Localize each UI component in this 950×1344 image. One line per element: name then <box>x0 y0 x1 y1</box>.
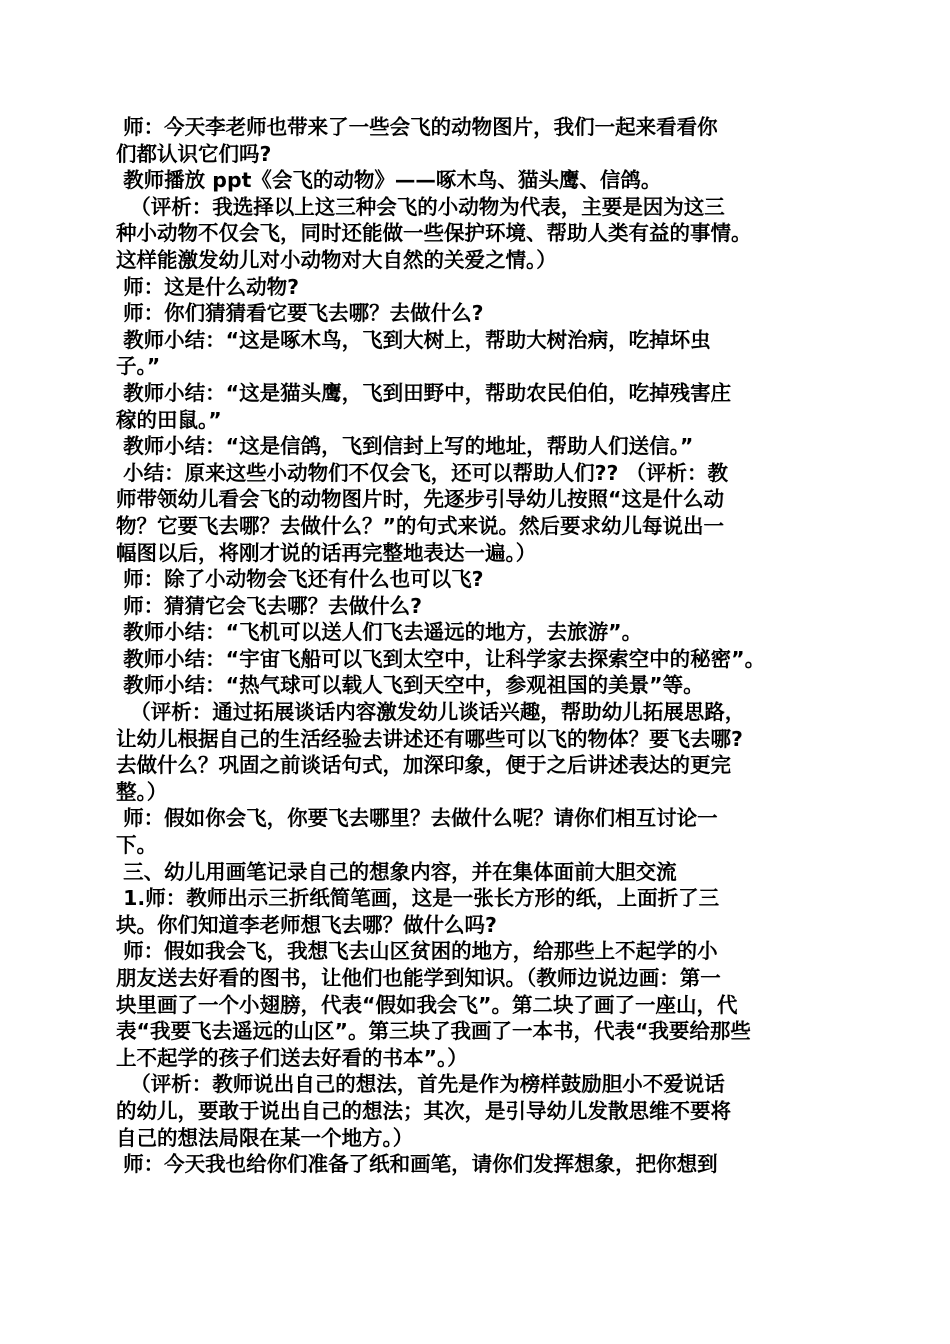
text-line: 师：这是什么动物? <box>116 274 300 299</box>
text-line: 教师播放 ppt《会飞的动物》——啄木鸟、猫头鹰、信鸽。 <box>116 168 662 193</box>
text-line: 去做什么？巩固之前谈话句式，加深印象，便于之后讲述表达的更完 <box>116 753 731 778</box>
text-line: 下。 <box>116 833 157 858</box>
text-line: 教师小结：“这是啄木鸟，飞到大树上，帮助大树治病，吃掉坏虫 <box>116 327 711 352</box>
text-line: 1.师：教师出示三折纸简笔画，这是一张长方形的纸，上面折了三 <box>116 886 720 911</box>
text-line: 们都认识它们吗? <box>116 141 272 166</box>
text-line: （评析：教师说出自己的想法，首先是作为榜样鼓励胆小不爱说话 <box>116 1072 725 1097</box>
text-line: 教师小结：“飞机可以送人们飞去遥远的地方，去旅游”。 <box>116 620 643 645</box>
text-line: 的幼儿，要敢于说出自己的想法；其次，是引导幼儿发散思维不要将 <box>116 1098 731 1123</box>
text-line: 师带领幼儿看会飞的动物图片时，先逐步引导幼儿按照“这是什么动 <box>116 487 724 512</box>
text-line: 师：猜猜它会飞去哪？去做什么? <box>116 593 423 618</box>
text-line: 师：假如你会飞，你要飞去哪里？去做什么呢？请你们相互讨论一 <box>116 806 718 831</box>
text-line: 稼的田鼠。” <box>116 407 222 432</box>
text-line: 幅图以后，将刚才说的话再完整地表达一遍。） <box>116 540 537 565</box>
text-line: 这样能激发幼儿对小动物对大自然的关爱之情。） <box>116 247 557 272</box>
text-line: 小结：原来这些小动物们不仅会飞，还可以帮助人们?? （评析：教 <box>116 460 729 485</box>
text-line: 自己的想法局限在某一个地方。） <box>116 1125 414 1150</box>
text-line: 三、幼儿用画笔记录自己的想象内容，并在集体面前大胆交流 <box>116 859 677 884</box>
text-line: 种小动物不仅会飞，同时还能做一些保护环境、帮助人类有益的事情。 <box>116 221 752 246</box>
text-line: 整。） <box>116 779 168 804</box>
text-line: 教师小结：“这是信鸽，飞到信封上写的地址，帮助人们送信。” <box>116 434 694 459</box>
text-line: 子。” <box>116 354 161 379</box>
text-line: 师：你们猜猜看它要飞去哪？去做什么? <box>116 301 484 326</box>
text-line: 教师小结：“热气球可以载人飞到天空中，参观祖国的美景”等。 <box>116 673 704 698</box>
text-line: （评析：通过拓展谈话内容激发幼儿谈话兴趣，帮助幼儿拓展思路， <box>116 700 746 725</box>
text-line: 教师小结：“这是猫头鹰，飞到田野中，帮助农民伯伯，吃掉残害庄 <box>116 380 732 405</box>
text-line: 师：假如我会飞，我想飞去山区贫困的地方，给那些上不起学的小 <box>116 939 718 964</box>
text-line: 块。你们知道李老师想飞去哪？做什么吗? <box>116 912 497 937</box>
text-line: 上不起学的孩子们送去好看的书本”。） <box>116 1045 468 1070</box>
text-line: 师：除了小动物会飞还有什么也可以飞? <box>116 567 484 592</box>
text-line: 块里画了一个小翅膀，代表“假如我会飞”。第二块了画了一座山，代 <box>116 992 738 1017</box>
text-line: 师：今天李老师也带来了一些会飞的动物图片，我们一起来看看你 <box>116 115 718 139</box>
text-line: （评析：我选择以上这三种会飞的小动物为代表，主要是因为这三 <box>116 194 725 219</box>
document-body <box>116 114 856 1178</box>
text-line: 让幼儿根据自己的生活经验去讲述还有哪些可以飞的物体？要飞去哪? <box>116 726 743 751</box>
text-line: 教师小结：“宇宙飞船可以飞到太空中，让科学家去探索空中的秘密”。 <box>116 646 766 671</box>
text-line: 师：今天我也给你们准备了纸和画笔，请你们发挥想象，把你想到 <box>116 1152 718 1177</box>
text-line: 表“我要飞去遥远的山区”。第三块了我画了一本书，代表“我要给那些 <box>116 1019 751 1044</box>
text-line: 朋友送去好看的图书，让他们也能学到知识。（教师边说边画：第一 <box>116 966 721 990</box>
text-line: 物？它要飞去哪？去做什么？”的句式来说。然后要求幼儿每说出一 <box>116 513 724 538</box>
